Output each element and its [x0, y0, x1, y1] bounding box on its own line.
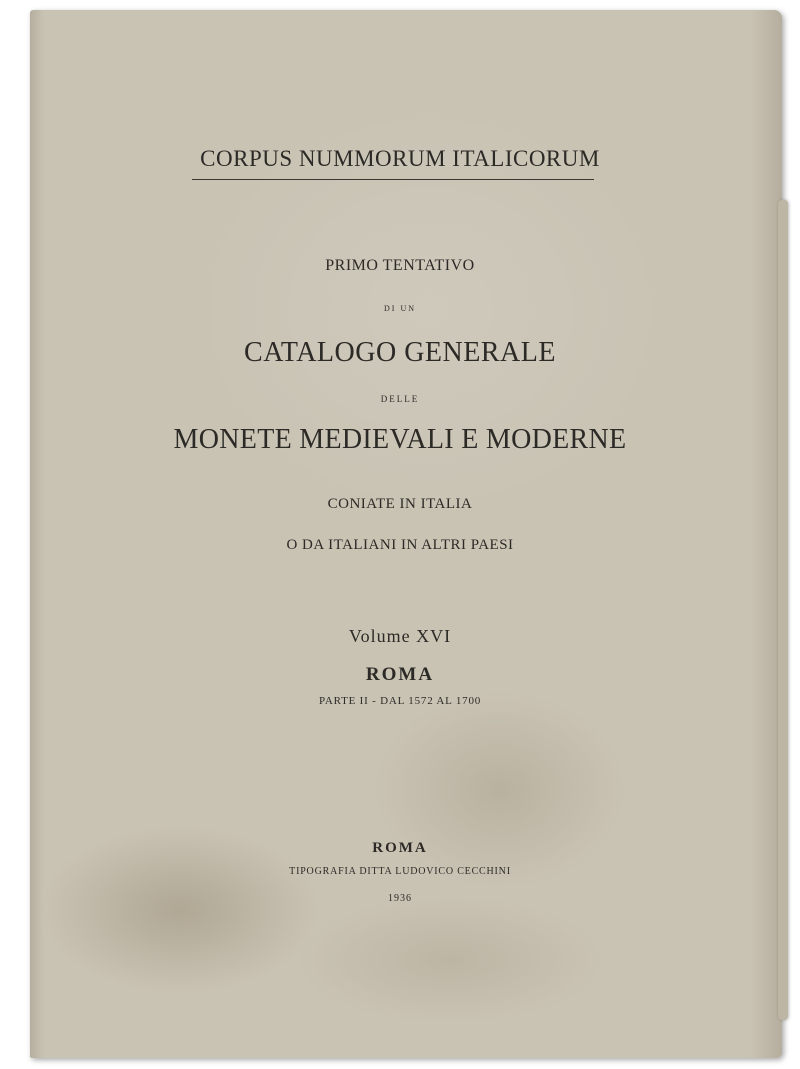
subtitle-primo-tentativo: PRIMO TENTATIVO — [325, 257, 475, 274]
series-underline — [192, 179, 594, 180]
series-title: CORPUS NUMMORUM ITALICORUM — [200, 146, 600, 171]
volume-number: Volume XVI — [348, 626, 452, 646]
volume-part: PARTE II - DAL 1572 AL 1700 — [318, 695, 482, 707]
connector-delle: DELLE — [380, 394, 420, 404]
imprint-city: ROMA — [372, 840, 428, 856]
title-catalogo-generale: CATALOGO GENERALE — [244, 337, 556, 368]
volume-subject: ROMA — [365, 664, 435, 685]
subtitle-coniate: CONIATE IN ITALIA — [327, 496, 473, 512]
title-monete: MONETE MEDIEVALI E MODERNE — [173, 424, 627, 455]
imprint-printer: TIPOGRAFIA DITTA LUDOVICO CECCHINI — [289, 866, 511, 877]
connector-di-un: DI UN — [384, 304, 416, 313]
imprint-year: 1936 — [388, 893, 412, 904]
subtitle-italiani: O DA ITALIANI IN ALTRI PAESI — [286, 537, 514, 553]
